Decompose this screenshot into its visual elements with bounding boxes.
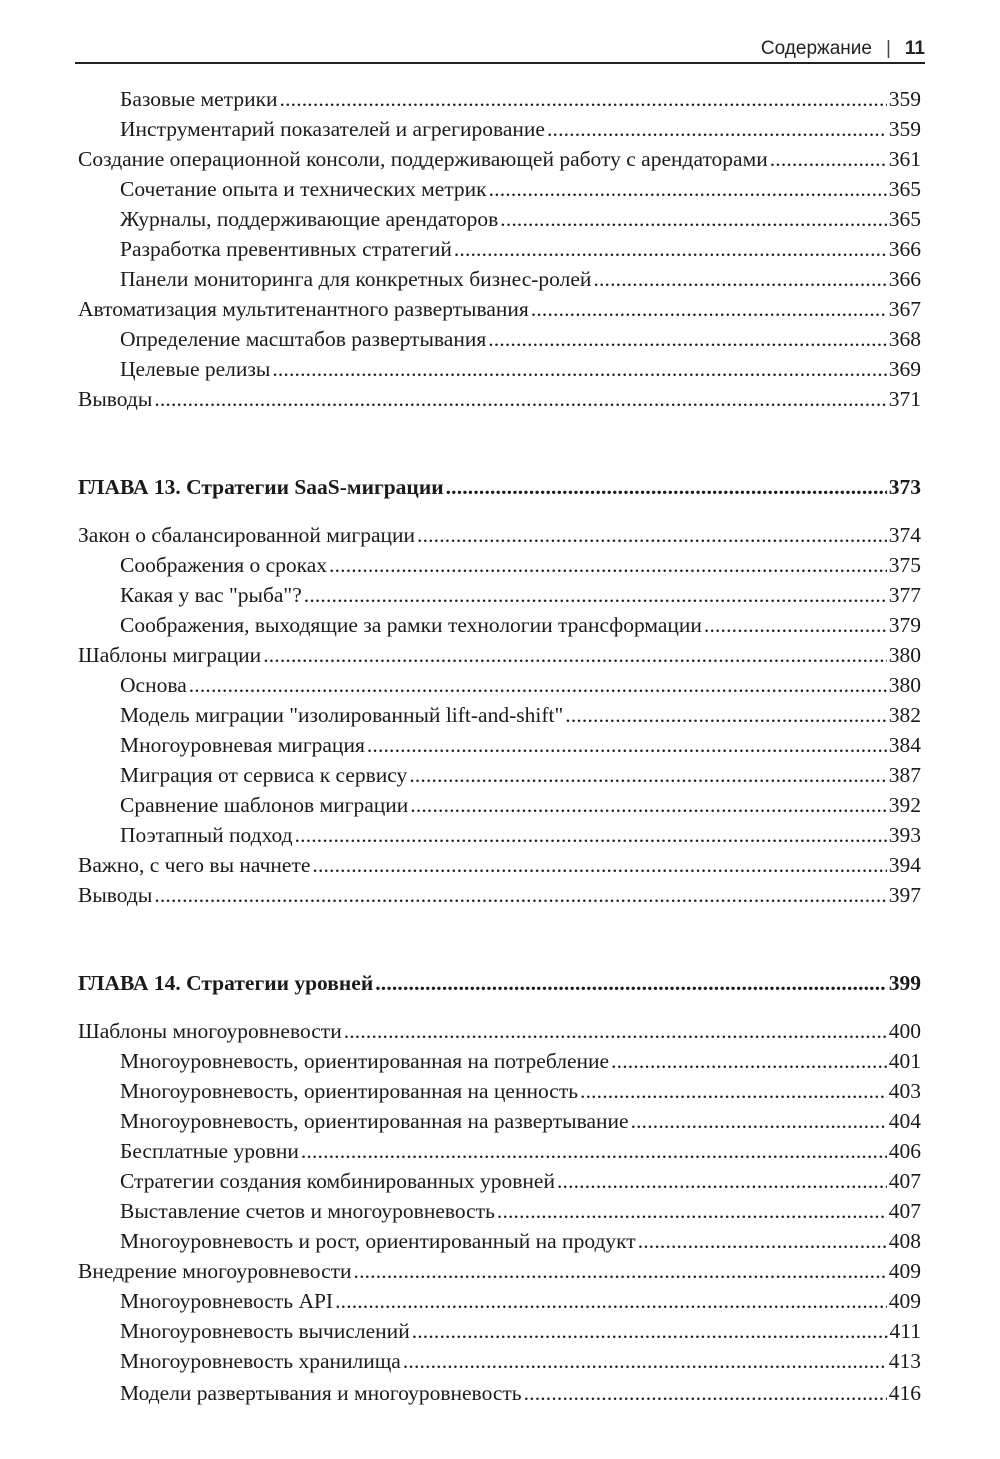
toc-entry-page: 359 — [888, 117, 921, 141]
toc-entry-page: 382 — [888, 703, 921, 727]
toc-entry-page: 399 — [888, 971, 921, 995]
toc-entry-title: Внедрение многоуровневости — [78, 1259, 352, 1283]
dot-leader — [335, 1286, 887, 1316]
toc-entry-title: Модели развертывания и многоуровневость — [120, 1381, 522, 1405]
dot-leader — [375, 968, 887, 998]
toc-entry-page: 365 — [888, 177, 921, 201]
toc-entry — [120, 1166, 921, 1196]
dot-leader — [631, 1106, 887, 1136]
toc-entry-title: Многоуровневость, ориентированная на потребление — [120, 1049, 610, 1073]
dot-leader — [312, 850, 886, 880]
toc-entry — [120, 1106, 921, 1136]
dot-leader — [354, 1256, 887, 1286]
toc-entry — [120, 670, 921, 700]
dot-leader — [301, 1136, 887, 1166]
toc-entry-page: 366 — [888, 237, 921, 261]
toc-entry — [120, 580, 921, 610]
toc-entry-title: Многоуровневость, ориентированная на развертывание — [120, 1109, 629, 1133]
toc-entry-page: 359 — [888, 87, 921, 111]
toc-entry-title: Выставление счетов и многоуровневость — [120, 1199, 495, 1223]
dot-leader — [280, 84, 887, 114]
toc-entry-title: Сравнение шаблонов миграции — [120, 793, 409, 817]
toc-entry-page: 416 — [888, 1381, 921, 1405]
toc-entry-page: 393 — [888, 823, 921, 847]
toc-entry-page: 387 — [888, 763, 921, 787]
dot-leader — [500, 204, 886, 234]
dot-leader — [154, 384, 886, 414]
toc-entry-title: Поэтапный подход — [120, 823, 293, 847]
toc-entry — [120, 84, 921, 114]
toc-entry-title: Важно, с чего вы начнете — [78, 853, 311, 877]
running-header-separator: | — [885, 38, 891, 59]
toc-entry-title: Шаблоны многоуровневости — [78, 1019, 342, 1043]
header-rule — [75, 62, 925, 64]
toc-entry-page: 380 — [888, 643, 921, 667]
toc-entry-page: 403 — [888, 1079, 921, 1103]
dot-leader — [410, 790, 886, 820]
toc-entry-page: 400 — [888, 1019, 921, 1043]
toc-entry-title: Основа — [120, 673, 187, 697]
toc-entry — [120, 264, 921, 294]
toc-entry-title: Многоуровневость и рост, ориентированный на продукт — [120, 1229, 636, 1253]
toc-entry-title: ГЛАВА 14. Стратегии уровней — [78, 971, 374, 995]
toc-entry-page: 409 — [888, 1289, 921, 1313]
toc-entry-title: Выводы — [78, 387, 153, 411]
toc-entry — [78, 880, 921, 910]
dot-leader — [263, 640, 887, 670]
toc-entry-title: Выводы — [78, 883, 153, 907]
toc-entry-page: 392 — [888, 793, 921, 817]
dot-leader — [489, 174, 887, 204]
toc-entry — [120, 234, 921, 264]
toc-entry-title: ГЛАВА 13. Стратегии SaaS-миграции — [78, 475, 444, 499]
toc-entry-title: Какая у вас "рыба"? — [120, 583, 302, 607]
toc-entry-page: 367 — [888, 297, 921, 321]
dot-leader — [272, 354, 886, 384]
dot-leader — [412, 1316, 888, 1346]
toc-entry — [78, 520, 921, 550]
dot-leader — [446, 472, 887, 502]
dot-leader — [344, 1016, 887, 1046]
dot-leader — [580, 1076, 887, 1106]
toc-entry-title: Миграция от сервиса к сервису — [120, 763, 408, 787]
toc-entry — [120, 760, 921, 790]
toc-entry-page: 375 — [888, 553, 921, 577]
toc-entry — [120, 700, 921, 730]
toc-entry-title: Сочетание опыта и технических метрик — [120, 177, 487, 201]
toc-entry-title: Журналы, поддерживающие арендаторов — [120, 207, 499, 231]
toc-entry-title: Разработка превентивных стратегий — [120, 237, 452, 261]
toc-entry — [120, 1046, 921, 1076]
toc-entry — [78, 144, 921, 174]
toc-entry — [120, 1378, 921, 1408]
toc-entry-title: Стратегии создания комбинированных уровней — [120, 1169, 555, 1193]
dot-leader — [189, 670, 887, 700]
toc-entry — [120, 730, 921, 760]
toc-entry-page: 365 — [888, 207, 921, 231]
toc-entry-page: 411 — [889, 1319, 921, 1343]
dot-leader — [770, 144, 887, 174]
dot-leader — [403, 1346, 887, 1376]
toc-entry — [120, 114, 921, 144]
toc-entry — [120, 820, 921, 850]
toc-entry-page: 397 — [888, 883, 921, 907]
toc-entry-page: 406 — [888, 1139, 921, 1163]
toc-entry — [120, 1196, 921, 1226]
dot-leader — [329, 550, 887, 580]
dot-leader — [497, 1196, 887, 1226]
toc-entry-title: Создание операционной консоли, поддерживающей работу с арендаторами — [78, 147, 768, 171]
toc-entry-page: 401 — [888, 1049, 921, 1073]
dot-leader — [638, 1226, 887, 1256]
toc-entry-page: 394 — [888, 853, 921, 877]
toc-entry — [78, 1016, 921, 1046]
dot-leader — [304, 580, 887, 610]
toc-entry-page: 366 — [888, 267, 921, 291]
toc-entry — [78, 850, 921, 880]
toc-entry-title: Многоуровневость вычислений — [120, 1319, 410, 1343]
running-header-section: Содержание — [760, 38, 872, 59]
toc-entry-title: Соображения, выходящие за рамки технологии трансформации — [120, 613, 702, 637]
dot-leader — [593, 264, 886, 294]
toc-entry — [78, 384, 921, 414]
toc-entry-title: Многоуровневость хранилища — [120, 1349, 401, 1373]
toc-chapter-entry — [78, 472, 921, 502]
toc-entry — [120, 1076, 921, 1106]
dot-leader — [454, 234, 887, 264]
dot-leader — [154, 880, 886, 910]
toc-entry-title: Базовые метрики — [120, 87, 278, 111]
dot-leader — [611, 1046, 887, 1076]
dot-leader — [295, 820, 887, 850]
running-header — [75, 30, 925, 60]
toc-entry-page: 380 — [888, 673, 921, 697]
toc-entry-page: 377 — [888, 583, 921, 607]
dot-leader — [417, 520, 887, 550]
toc-entry-page: 404 — [888, 1109, 921, 1133]
toc-entry-title: Панели мониторинга для конкретных бизнес-ролей — [120, 267, 592, 291]
toc-entry — [120, 550, 921, 580]
running-header-page-number: 11 — [904, 38, 925, 59]
toc-entry — [120, 204, 921, 234]
toc-entry-page: 384 — [888, 733, 921, 757]
toc-entry-title: Шаблоны миграции — [78, 643, 262, 667]
dot-leader — [547, 114, 887, 144]
toc-entry — [78, 640, 921, 670]
toc-entry-page: 371 — [888, 387, 921, 411]
toc-entry-title: Автоматизация мультитенантного развертывания — [78, 297, 529, 321]
toc-entry-title: Модель миграции "изолированный lift-and-shift" — [120, 703, 564, 727]
toc-entry-title: Соображения о сроках — [120, 553, 328, 577]
toc-entry-page: 407 — [888, 1169, 921, 1193]
toc-entry-page: 361 — [888, 147, 921, 171]
toc-entry — [120, 1286, 921, 1316]
dot-leader — [367, 730, 887, 760]
dot-leader — [409, 760, 886, 790]
dot-leader — [704, 610, 887, 640]
toc-entry — [120, 1346, 921, 1376]
toc-entry — [120, 174, 921, 204]
toc-entry — [120, 354, 921, 384]
toc-entry — [78, 294, 921, 324]
toc-entry-title: Инструментарий показателей и агрегирование — [120, 117, 545, 141]
toc-entry-title: Целевые релизы — [120, 357, 271, 381]
toc-entry-page: 408 — [888, 1229, 921, 1253]
toc-entry-title: Многоуровневая миграция — [120, 733, 365, 757]
toc-entry — [120, 610, 921, 640]
toc-entry-page: 369 — [888, 357, 921, 381]
toc-entry-page: 409 — [888, 1259, 921, 1283]
toc-entry-title: Многоуровневость API — [120, 1289, 334, 1313]
toc-entry-page: 368 — [888, 327, 921, 351]
dot-leader — [524, 1378, 887, 1408]
toc-chapter-entry — [78, 968, 921, 998]
toc-entry-page: 379 — [888, 613, 921, 637]
toc-entry-page: 413 — [888, 1349, 921, 1373]
toc-entry-title: Закон о сбалансированной миграции — [78, 523, 416, 547]
toc-entry-title: Определение масштабов развертывания — [120, 327, 487, 351]
toc-entry-page: 373 — [888, 475, 921, 499]
toc-entry — [78, 1256, 921, 1286]
toc-entry — [120, 1226, 921, 1256]
toc-entry-page: 407 — [888, 1199, 921, 1223]
dot-leader — [488, 324, 887, 354]
toc-entry — [120, 324, 921, 354]
toc-entry-title: Бесплатные уровни — [120, 1139, 299, 1163]
dot-leader — [565, 700, 886, 730]
toc-entry — [120, 790, 921, 820]
dot-leader — [557, 1166, 887, 1196]
dot-leader — [531, 294, 887, 324]
toc-entry-title: Многоуровневость, ориентированная на ценность — [120, 1079, 579, 1103]
toc-entry — [120, 1316, 921, 1346]
toc-entry-page: 374 — [888, 523, 921, 547]
toc-entry — [120, 1136, 921, 1166]
